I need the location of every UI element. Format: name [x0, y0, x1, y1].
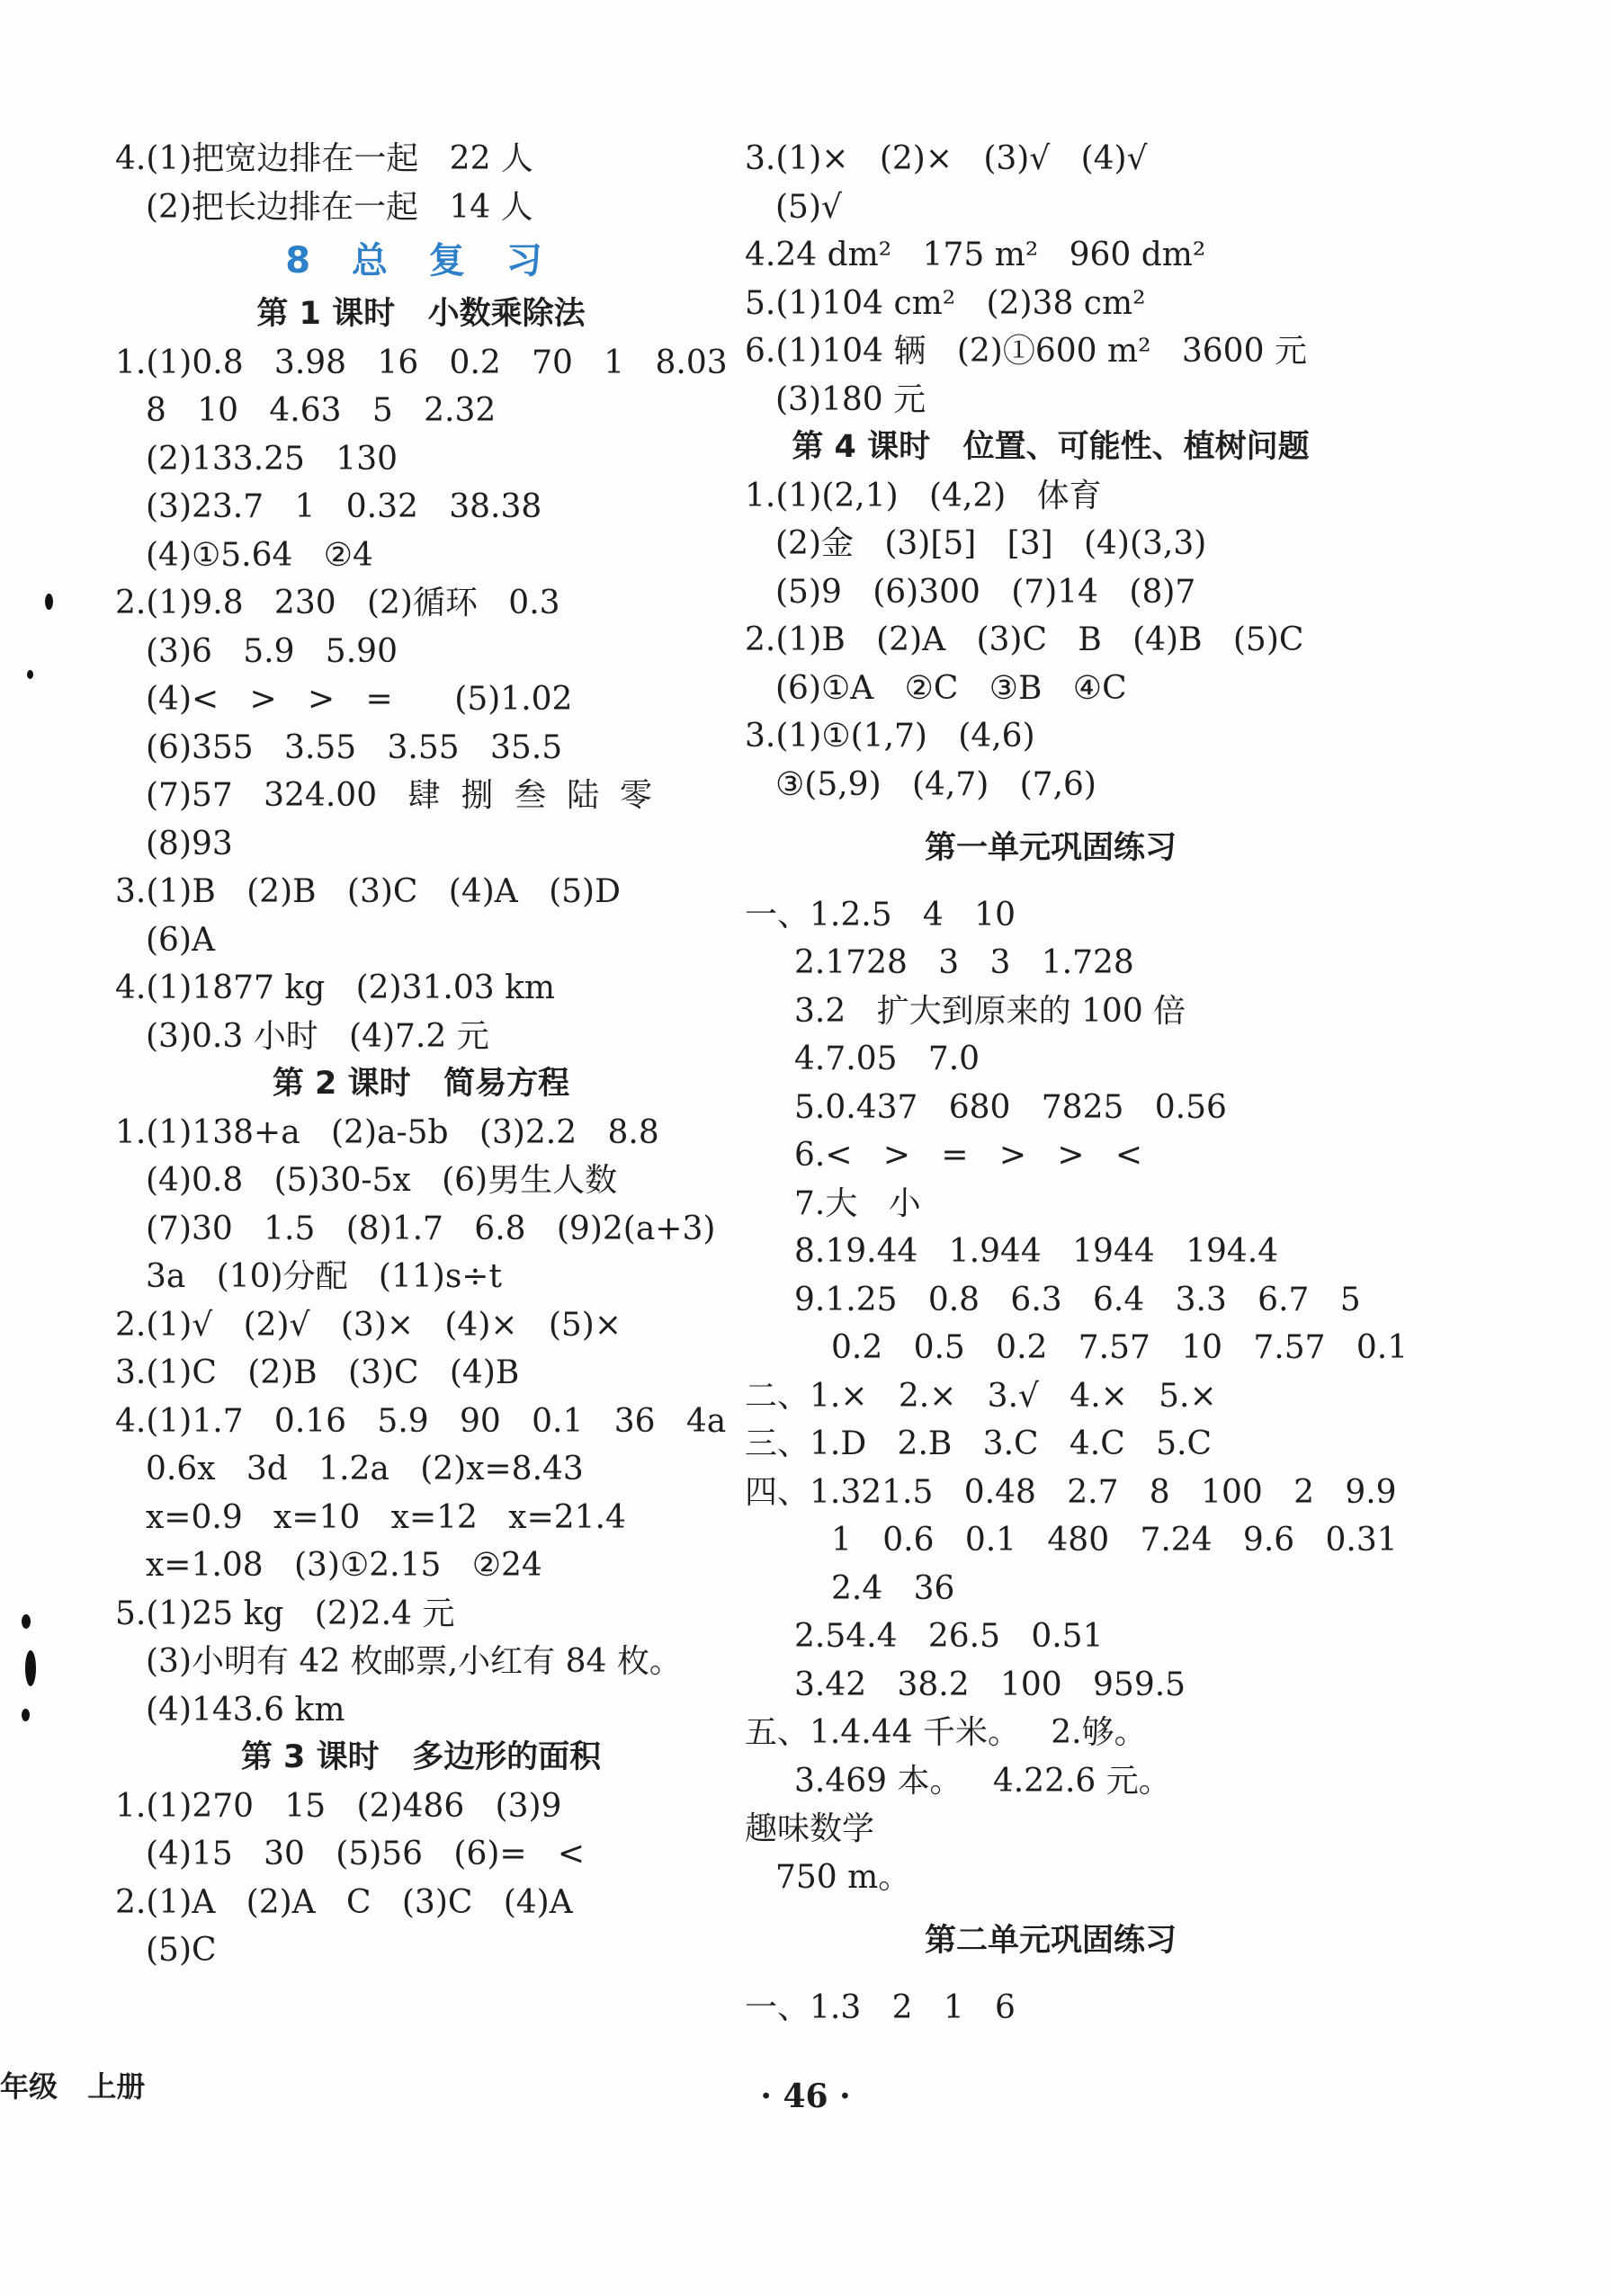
answer-line: (7)57 324.00 肆 捌 叁 陆 零 — [146, 777, 652, 814]
answer-line: 2.1728 3 3 1.728 — [794, 944, 1134, 981]
answer-line: (4)143.6 km — [146, 1691, 345, 1729]
answer-line: (2)133.25 130 — [146, 440, 398, 478]
answer-line: (4)< > > = (5)1.02 — [146, 681, 573, 718]
answer-line: 4.24 dm² 175 m² 960 dm² — [745, 237, 1206, 273]
answer-line: 5.(1)25 kg (2)2.4 元 — [115, 1595, 455, 1632]
scan-mark — [45, 594, 53, 610]
answer-line: (2)把长边排在一起 14 人 — [146, 188, 533, 226]
answer-line: (4)15 30 (5)56 (6)= < — [146, 1836, 586, 1872]
answer-line: 一、1.3 2 1 6 — [745, 1988, 1016, 2026]
answer-line: 7.大 小 — [794, 1184, 921, 1222]
answer-line: (8)93 — [146, 825, 233, 862]
answer-line: (3)6 5.9 5.90 — [146, 632, 398, 670]
answer-line: (2)金 (3)[5] [3] (4)(3,3) — [775, 525, 1207, 562]
left-answer-column — [115, 135, 727, 1975]
answer-line: 三、1.D 2.B 3.C 4.C 5.C — [745, 1425, 1213, 1462]
lesson-title: 第 2 课时 简易方程 — [272, 1066, 570, 1102]
answer-line: 1.(1)138+a (2)a-5b (3)2.2 8.8 — [115, 1113, 659, 1151]
answer-line: 3.2 扩大到原来的 100 倍 — [794, 992, 1186, 1030]
answer-line: 4.(1)1877 kg (2)31.03 km — [115, 969, 556, 1006]
answer-line: 4.7.05 7.0 — [794, 1041, 980, 1077]
answer-line: (5)√ — [775, 188, 842, 226]
page-number: · 46 · — [760, 2077, 851, 2115]
answer-line: 3.(1)× (2)× (3)√ (4)√ — [745, 140, 1148, 177]
answer-line: 趣味数学 — [745, 1810, 875, 1847]
answer-line: 2.54.4 26.5 0.51 — [794, 1618, 1104, 1655]
answer-line: 二、1.× 2.× 3.√ 4.× 5.× — [745, 1377, 1217, 1415]
answer-line: (5)C — [146, 1932, 217, 1969]
answer-line: 6.< > = > > < — [794, 1137, 1142, 1174]
answer-line: 5.0.437 680 7825 0.56 — [794, 1088, 1227, 1126]
answer-line: 4.(1)把宽边排在一起 22 人 — [115, 140, 533, 177]
answer-line: 3.(1)C (2)B (3)C (4)B — [115, 1354, 520, 1391]
answer-line: 8.19.44 1.944 1944 194.4 — [794, 1233, 1279, 1270]
unit-review-title: 第二单元巩固练习 — [924, 1923, 1177, 1959]
answer-line: (3)23.7 1 0.32 38.38 — [146, 488, 542, 525]
answer-line: x=1.08 (3)①2.15 ②24 — [146, 1547, 542, 1584]
answer-line: 4.(1)1.7 0.16 5.9 90 0.1 36 4a — [115, 1402, 727, 1440]
answer-line: 1.(1)270 15 (2)486 (3)9 — [115, 1787, 562, 1825]
answer-line: 0.2 0.5 0.2 7.57 10 7.57 0.1 — [831, 1329, 1409, 1366]
answer-line: 2.(1)A (2)A C (3)C (4)A — [115, 1883, 573, 1921]
answer-line: (6)①A ②C ③B ④C — [775, 669, 1127, 707]
answer-line: (6)355 3.55 3.55 35.5 — [146, 728, 563, 766]
answer-line: 1 0.6 0.1 480 7.24 9.6 0.31 — [831, 1522, 1398, 1559]
right-answer-column — [745, 135, 1409, 2032]
answer-line: 2.4 36 — [831, 1569, 955, 1607]
answer-line: (7)30 1.5 (8)1.7 6.8 (9)2(a+3) — [146, 1210, 716, 1247]
scan-mark — [27, 670, 33, 679]
answer-line: (5)9 (6)300 (7)14 (8)7 — [775, 573, 1196, 611]
answer-line: 1.(1)(2,1) (4,2) 体育 — [745, 477, 1102, 514]
answer-line: 一、1.2.5 4 10 — [745, 896, 1016, 934]
lesson-title: 第 4 课时 位置、可能性、植树问题 — [792, 429, 1310, 465]
answer-line: (4)①5.64 ②4 — [146, 536, 373, 574]
answer-line: 3.(1)①(1,7) (4,6) — [745, 718, 1035, 755]
answer-line: (3)小明有 42 枚邮票,小红有 84 枚。 — [146, 1643, 682, 1680]
answer-line: (3)0.3 小时 (4)7.2 元 — [146, 1017, 489, 1055]
answer-line: ③(5,9) (4,7) (7,6) — [775, 765, 1096, 803]
grade-label: 年级 上册 — [0, 2069, 146, 2104]
answer-line: 0.6x 3d 1.2a (2)x=8.43 — [146, 1451, 584, 1487]
answer-line: 5.(1)104 cm² (2)38 cm² — [745, 284, 1146, 322]
answer-line: x=0.9 x=10 x=12 x=21.4 — [146, 1498, 626, 1536]
unit-review-title: 第一单元巩固练习 — [924, 830, 1177, 866]
answer-line: 2.(1)√ (2)√ (3)× (4)× (5)× — [115, 1306, 622, 1344]
answer-line: 四、1.321.5 0.48 2.7 8 100 2 9.9 — [745, 1473, 1397, 1511]
answer-line: 2.(1)9.8 230 (2)循环 0.3 — [115, 585, 560, 621]
lesson-title: 第 1 课时 小数乘除法 — [256, 296, 586, 332]
answer-line: (6)A — [146, 921, 215, 959]
scan-mark — [25, 1650, 36, 1686]
answer-line: 8 10 4.63 5 2.32 — [146, 392, 497, 429]
answer-line: (4)0.8 (5)30-5x (6)男生人数 — [146, 1162, 618, 1199]
answer-line: 3.469 本。 4.22.6 元。 — [794, 1762, 1171, 1800]
answer-line: 9.1.25 0.8 6.3 6.4 3.3 6.7 5 — [794, 1281, 1361, 1318]
answer-line: 6.(1)104 辆 (2)①600 m² 3600 元 — [745, 333, 1307, 370]
answer-line: 3.(1)B (2)B (3)C (4)A (5)D — [115, 873, 621, 910]
chapter-title: 8 总 复 习 — [285, 240, 557, 281]
answer-line: 3.42 38.2 100 959.5 — [794, 1666, 1186, 1703]
answer-line: 2.(1)B (2)A (3)C B (4)B (5)C — [745, 621, 1304, 658]
lesson-title: 第 3 课时 多边形的面积 — [240, 1739, 602, 1775]
scan-mark — [22, 1614, 31, 1629]
answer-line: 750 m。 — [775, 1858, 911, 1896]
answer-line: (3)180 元 — [775, 380, 926, 418]
answer-line: 3a (10)分配 (11)s÷t — [146, 1258, 502, 1295]
answer-line: 1.(1)0.8 3.98 16 0.2 70 1 8.03 — [115, 344, 728, 381]
scan-mark — [22, 1709, 30, 1721]
answer-line: 五、1.4.44 千米。 2.够。 — [745, 1714, 1147, 1751]
